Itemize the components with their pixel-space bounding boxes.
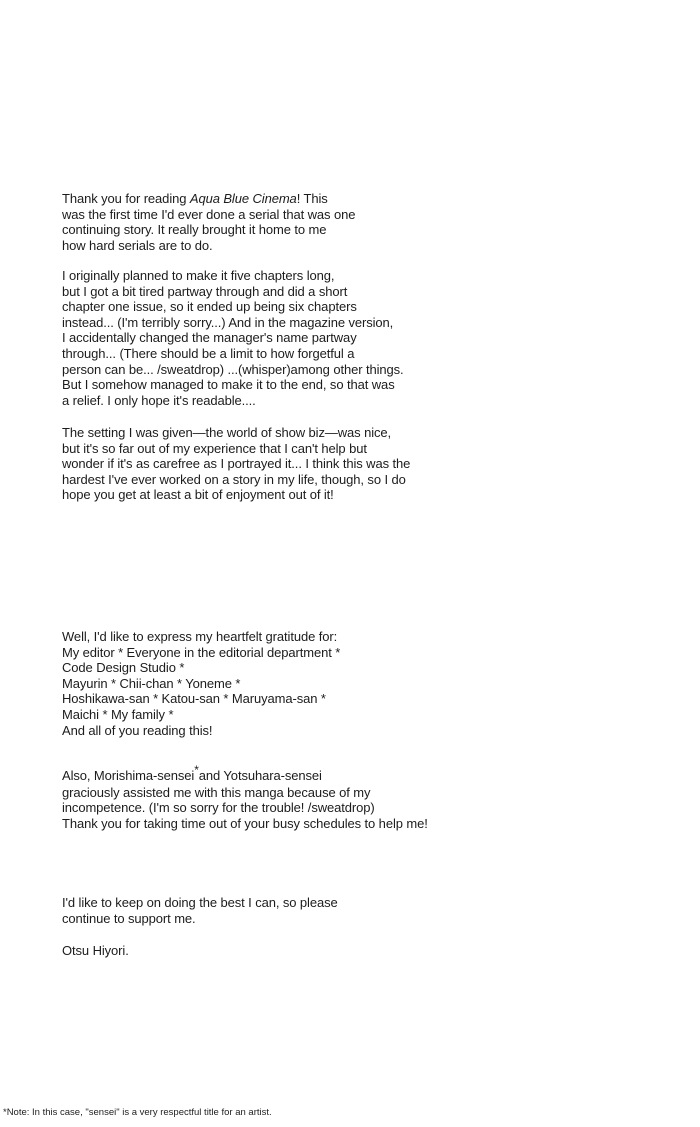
text-line: I accidentally changed the manager's name partway [62, 330, 357, 346]
text-line: Code Design Studio * [62, 660, 185, 676]
setting-paragraph [62, 425, 410, 503]
chapters-paragraph [62, 268, 404, 408]
intro-lead-text: Thank you for reading [62, 191, 190, 206]
text-line: I'd like to keep on doing the best I can, so please [62, 895, 338, 910]
assist-lead-text: Also, Morishima-sensei [62, 768, 195, 783]
gratitude-paragraph [62, 629, 340, 738]
text-line: but I got a bit tired partway through and did a short [62, 283, 348, 299]
intro-first-line [62, 191, 355, 207]
text-line: hope you get at least a bit of enjoyment out of it! [62, 487, 334, 503]
assist-after-star-text: and Yotsuhara-sensei [198, 768, 322, 783]
text-line: chapter one issue, so it ended up being six chapters [62, 299, 357, 315]
assist-first-line [62, 763, 428, 785]
text-line: continuing story. It really brought it home to me [62, 222, 327, 238]
text-line: hardest I've ever worked on a story in my life, though, so I do [62, 471, 406, 487]
text-line: I originally planned to make it five chapters long, [62, 268, 335, 283]
text-line: continue to support me. [62, 910, 196, 926]
text-line: Maichi * My family * [62, 706, 174, 722]
signature: Otsu Hiyori. [62, 943, 129, 958]
text-line: Hoshikawa-san * Katou-san * Maruyama-san * [62, 691, 326, 707]
text-line: through... (There should be a limit to how forgetful a [62, 345, 355, 361]
text-line: Thank you for taking time out of your busy schedules to help me! [62, 815, 428, 831]
text-line: incompetence. (I'm so sorry for the trouble! /sweatdrop) [62, 800, 375, 816]
text-line: but it's so far out of my experience that I can't help but [62, 440, 367, 456]
text-line: Mayurin * Chii-chan * Yoneme * [62, 675, 241, 691]
text-line: The setting I was given—the world of show biz—was nice, [62, 425, 392, 440]
text-line: wonder if it's as carefree as I portrayed it... I think this was the [62, 456, 411, 472]
book-title: Aqua Blue Cinema [189, 191, 297, 206]
closing-paragraph [62, 895, 338, 926]
intro-after-title-text: ! This [296, 191, 328, 206]
footnote: *Note: In this case, "sensei" is a very respectful title for an artist. [3, 1107, 272, 1118]
footnote-asterisk: * [194, 763, 199, 777]
assist-paragraph [62, 763, 428, 831]
text-line: a relief. I only hope it's readable.... [62, 392, 256, 408]
text-line: how hard serials are to do. [62, 237, 213, 253]
intro-paragraph [62, 191, 355, 253]
text-line: instead... (I'm terribly sorry...) And in the magazine version, [62, 314, 394, 330]
text-line: But I somehow managed to make it to the end, so that was [62, 377, 395, 393]
text-line: And all of you reading this! [62, 722, 213, 738]
text-line: Well, I'd like to express my heartfelt gratitude for: [62, 629, 338, 644]
text-line: was the first time I'd ever done a serial that was one [62, 206, 356, 222]
text-line: My editor * Everyone in the editorial department * [62, 644, 341, 660]
text-line: person can be... /sweatdrop) ...(whisper)among other things. [62, 361, 404, 377]
text-line: graciously assisted me with this manga because of my [62, 784, 371, 800]
